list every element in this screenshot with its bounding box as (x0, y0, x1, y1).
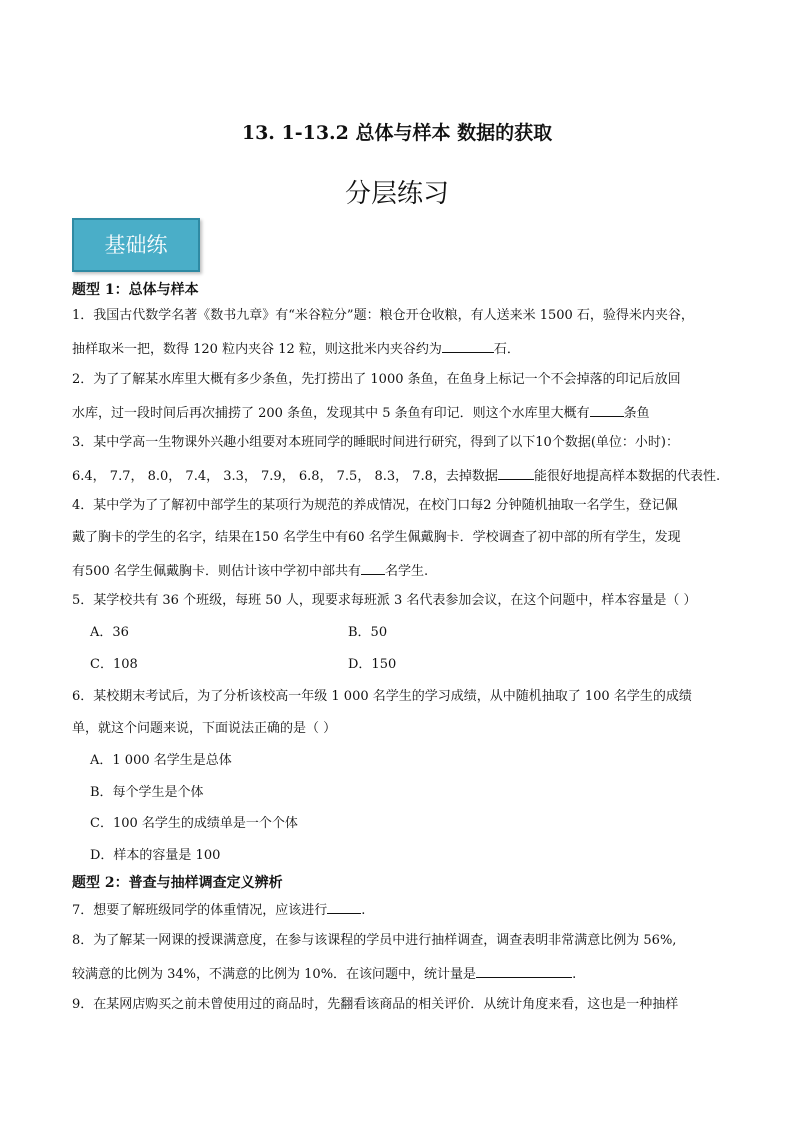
question-3-data: 6.4， 7.7， 8.0， 7.4， 3.3， 7.9， 6.8， 7.5， 8.3， 7.8，去掉数据 (72, 469, 498, 484)
question-9-line-1: 9．在某网店购买之前未曾使用过的商品时，先翻看该商品的相关评价．从统计角度来看，这也是一种抽样 (72, 997, 679, 1012)
question-4-text: 有500 名学生佩戴胸卡．则估计该中学初中部共有 (72, 564, 361, 579)
question-7-tail: . (361, 903, 366, 918)
question-6-line-1: 6．某校期末考试后，为了分析该校高一年级 1 000 名学生的学习成绩，从中随机抽取了 100 名学生的成绩 (72, 689, 692, 704)
option-c[interactable]: C．108 (90, 657, 138, 672)
question-1-line-1: 1．我国古代数学名著《数书九章》有“米谷粒分”题：粮仓开仓收粮，有人送来米 1500 石，验得米内夹谷， (72, 308, 694, 323)
question-4-unit: 名学生. (384, 564, 429, 579)
section-heading-2: 题型 2：普查与抽样调查定义辨析 (72, 875, 283, 891)
question-3-tail: 能很好地提高样本数据的代表性. (533, 469, 721, 484)
question-2-unit: 条鱼 (623, 406, 650, 421)
answer-blank (476, 963, 572, 978)
question-7-text: 7．想要了解班级同学的体重情况，应该进行 (72, 903, 328, 918)
question-6-line-2: 单，就这个问题来说，下面说法正确的是（ ） (72, 721, 337, 736)
document-title: 13. 1-13.2 总体与样本 数据的获取 (241, 122, 553, 144)
question-3-line-1: 3．某中学高一生物课外兴趣小组要对本班同学的睡眠时间进行研究，得到了以下10个数据(单位：小时)： (72, 435, 679, 450)
answer-blank (590, 402, 624, 417)
section-heading-1: 题型 1：总体与样本 (72, 282, 199, 298)
question-8-line-1: 8．为了解某一网课的授课满意度，在参与该课程的学员中进行抽样调查，调查表明非常满意比例为 56%, (72, 933, 677, 948)
answer-blank (361, 560, 385, 575)
question-4-line-2: 戴了胸卡的学生的名字，结果在150 名学生中有60 名学生佩戴胸卡．学校调查了初中部的所有学生，发现 (72, 530, 681, 545)
question-8-line-2 (72, 963, 576, 985)
question-1-text: 抽样取米一把，数得 120 粒内夹谷 12 粒，则这批米内夹谷约为 (72, 342, 442, 357)
question-5-stem: 5．某学校共有 36 个班级，每班 50 人，现要求每班派 3 名代表参加会议，在这个问题中，样本容量是（ ） (72, 593, 697, 608)
question-1-line-2 (72, 338, 520, 360)
option-b[interactable]: B．每个学生是个体 (90, 785, 204, 800)
question-1-unit: 石． (493, 342, 520, 357)
document-subtitle: 分层练习 (344, 179, 449, 209)
answer-blank (327, 899, 361, 914)
option-a[interactable]: A．36 (90, 625, 129, 640)
option-a[interactable]: A．1 000 名学生是总体 (90, 753, 232, 768)
option-d[interactable]: D．样本的容量是 100 (90, 848, 221, 863)
option-c[interactable]: C．100 名学生的成绩单是一个个体 (90, 816, 298, 831)
question-8-tail: . (572, 967, 577, 982)
option-d[interactable]: D．150 (348, 657, 397, 672)
question-2-text: 水库，过一段时间后再次捕捞了 200 条鱼，发现其中 5 条鱼有印记．则这个水库里大概有 (72, 406, 590, 421)
question-7-line-1 (72, 899, 365, 921)
answer-blank (498, 465, 534, 480)
option-b[interactable]: B．50 (348, 625, 388, 640)
question-8-text: 较满意的比例为 34%，不满意的比例为 10%．在该问题中，统计量是 (72, 967, 477, 982)
question-3-line-2 (72, 465, 720, 487)
level-badge: 基础练 (72, 218, 200, 272)
question-2-line-1: 2．为了了解某水库里大概有多少条鱼，先打捞出了 1000 条鱼，在鱼身上标记一个不会掉落的印记后放回 (72, 372, 681, 387)
question-4-line-3 (72, 560, 428, 582)
question-4-line-1: 4．某中学为了了解初中部学生的某项行为规范的养成情况，在校门口每2 分钟随机抽取一名学生，登记佩 (72, 498, 678, 513)
answer-blank (442, 338, 494, 353)
question-2-line-2 (72, 402, 650, 424)
